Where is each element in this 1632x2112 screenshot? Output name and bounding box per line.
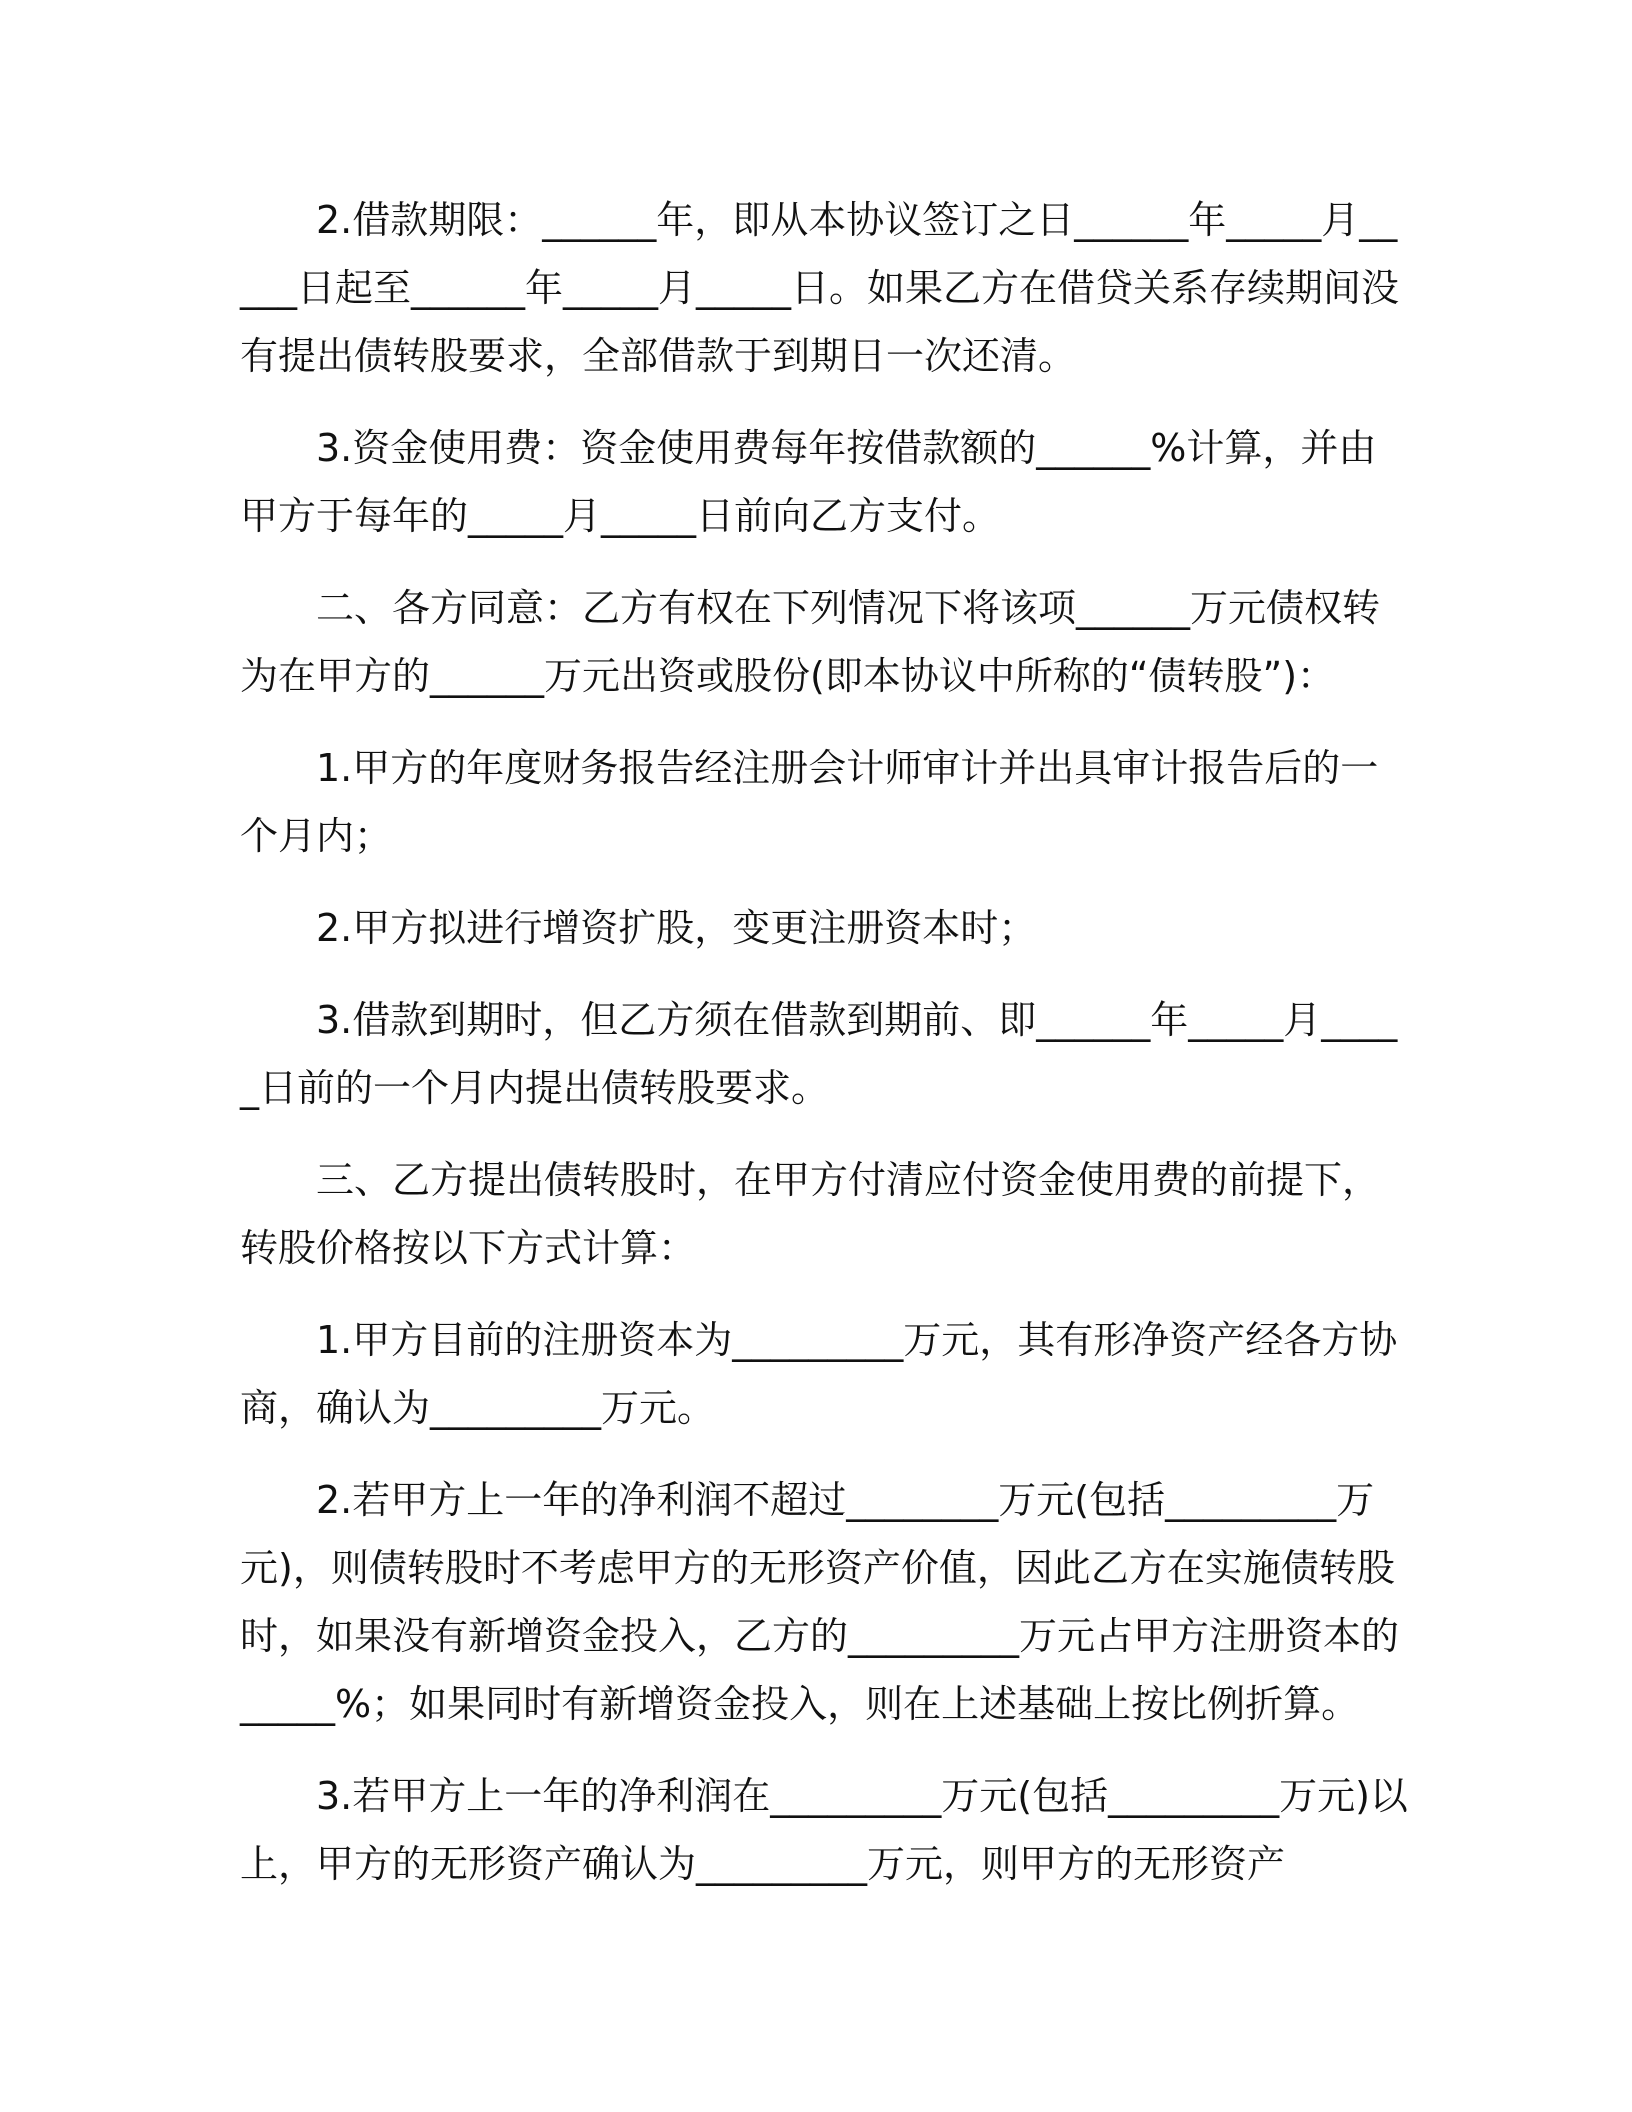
paragraph-section-two: 二、各方同意：乙方有权在下列情况下将该项______万元债权转为在甲方的______万元出资或股份(即本协议中所称的“债转股”)：	[240, 586, 1381, 698]
paragraph-condition-2: 2.甲方拟进行增资扩股，变更注册资本时；	[316, 906, 1037, 950]
paragraph-calc-1: 1.甲方目前的注册资本为_________万元，其有形净资产经各方协商，确认为_________万元。	[240, 1318, 1398, 1430]
paragraph-fund-usage-fee: 3.资金使用费：资金使用费每年按借款额的______%计算，并由甲方于每年的_____月_____日前向乙方支付。	[240, 426, 1377, 538]
document-body	[240, 186, 1408, 1922]
paragraph-calc-2: 2.若甲方上一年的净利润不超过________万元(包括_________万元)，则债转股时不考虑甲方的无形资产价值，因此乙方在实施债转股时，如果没有新增资金投入，乙方的_________万元占甲方注册资本的_____%；如果同时有新增资金投入，则在上述基础上按比例折算。	[240, 1478, 1400, 1726]
paragraph-section-three: 三、乙方提出债转股时，在甲方付清应付资金使用费的前提下，转股价格按以下方式计算：	[240, 1158, 1381, 1270]
paragraph-calc-3: 3.若甲方上一年的净利润在_________万元(包括_________万元)以上，甲方的无形资产确认为_________万元，则甲方的无形资产	[240, 1774, 1408, 1886]
paragraph-condition-1: 1.甲方的年度财务报告经注册会计师审计并出具审计报告后的一个月内；	[240, 746, 1379, 858]
paragraph-loan-term: 2.借款期限：______年，即从本协议签订之日______年_____月_____日起至______年_____月_____日。如果乙方在借贷关系存续期间没有提出债转股要求，全部借款于到期日一次还清。	[240, 198, 1400, 378]
paragraph-condition-3: 3.借款到期时，但乙方须在借款到期前、即______年_____月_____日前的一个月内提出债转股要求。	[240, 998, 1398, 1110]
